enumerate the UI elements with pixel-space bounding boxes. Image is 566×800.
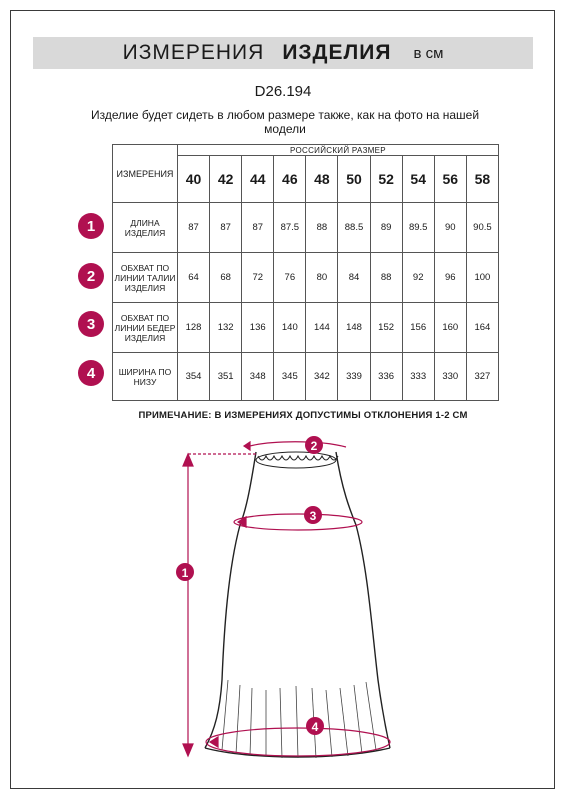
row-label: ОБХВАТ ПО ЛИНИИ ТАЛИИ ИЗДЕЛИЯ <box>113 253 178 303</box>
table-cell: 333 <box>402 353 434 401</box>
table-cell: 89 <box>370 203 402 253</box>
table-cell: 164 <box>466 303 498 353</box>
table-cell: 90.5 <box>466 203 498 253</box>
table-cell: 90 <box>434 203 466 253</box>
table-cell: 68 <box>210 253 242 303</box>
row-label: ШИРИНА ПО НИЗУ <box>113 353 178 401</box>
title-unit: в см <box>413 44 444 62</box>
waist-measure-line <box>244 442 346 450</box>
table-row <box>113 303 499 353</box>
length-measure-line <box>183 454 256 756</box>
marker-hem <box>306 717 324 735</box>
fit-note: Изделие будет сидеть в любом размере также, как на фото на нашей модели <box>90 108 480 136</box>
table-cell: 89.5 <box>402 203 434 253</box>
size-header: 52 <box>370 156 402 203</box>
table-cell: 92 <box>402 253 434 303</box>
table-cell: 87.5 <box>274 203 306 253</box>
hip-measure-line <box>234 514 362 530</box>
table-cell: 140 <box>274 303 306 353</box>
table-cell: 136 <box>242 303 274 353</box>
table-cell: 96 <box>434 253 466 303</box>
table-cell: 156 <box>402 303 434 353</box>
size-table <box>112 144 499 401</box>
table-cell: 327 <box>466 353 498 401</box>
table-cell: 336 <box>370 353 402 401</box>
table-cell: 132 <box>210 303 242 353</box>
measurement-badge-1: 1 <box>78 213 104 239</box>
table-cell: 330 <box>434 353 466 401</box>
size-header: 44 <box>242 156 274 203</box>
size-header: 58 <box>466 156 498 203</box>
table-cell: 342 <box>306 353 338 401</box>
table-cell: 87 <box>242 203 274 253</box>
table-cell: 88 <box>370 253 402 303</box>
table-cell: 354 <box>178 353 210 401</box>
table-cell: 100 <box>466 253 498 303</box>
table-group-label: РОССИЙСКИЙ РАЗМЕР <box>178 145 499 156</box>
size-header: 50 <box>338 156 370 203</box>
table-cell: 76 <box>274 253 306 303</box>
table-row <box>113 253 499 303</box>
table-cell: 80 <box>306 253 338 303</box>
size-header: 40 <box>178 156 210 203</box>
table-cell: 339 <box>338 353 370 401</box>
size-header: 56 <box>434 156 466 203</box>
skirt-outline <box>205 452 390 757</box>
skirt-waistband <box>256 452 338 468</box>
marker-label: 4 <box>311 720 319 734</box>
table-cell: 88 <box>306 203 338 253</box>
table-cell: 144 <box>306 303 338 353</box>
table-corner-label: ИЗМЕРЕНИЯ <box>113 145 178 203</box>
marker-label: 2 <box>310 439 318 453</box>
page-title-bar <box>33 37 533 69</box>
row-label: ДЛИНА ИЗДЕЛИЯ <box>113 203 178 253</box>
table-cell: 87 <box>178 203 210 253</box>
measurement-badge-3: 3 <box>78 311 104 337</box>
measurement-badge-4: 4 <box>78 360 104 386</box>
size-header: 48 <box>306 156 338 203</box>
article-number: D26.194 <box>254 83 312 100</box>
table-cell: 345 <box>274 353 306 401</box>
table-cell: 152 <box>370 303 402 353</box>
table-cell: 72 <box>242 253 274 303</box>
table-cell: 348 <box>242 353 274 401</box>
size-header: 46 <box>274 156 306 203</box>
table-cell: 148 <box>338 303 370 353</box>
skirt-diagram <box>0 430 566 770</box>
table-cell: 351 <box>210 353 242 401</box>
marker-length <box>176 563 194 581</box>
table-row <box>113 353 499 401</box>
table-cell: 160 <box>434 303 466 353</box>
table-cell: 87 <box>210 203 242 253</box>
size-header: 42 <box>210 156 242 203</box>
title-product: ИЗДЕЛИЯ <box>282 41 392 64</box>
table-cell: 84 <box>338 253 370 303</box>
table-row <box>113 203 499 253</box>
table-cell: 128 <box>178 303 210 353</box>
tolerance-note: ПРИМЕЧАНИЕ: В ИЗМЕРЕНИЯХ ДОПУСТИМЫ ОТКЛОНЕНИЯ 1-2 СМ <box>138 410 468 421</box>
table-cell: 88.5 <box>338 203 370 253</box>
title-measurements: ИЗМЕРЕНИЯ <box>122 41 265 64</box>
skirt-folds <box>222 680 376 758</box>
marker-label: 1 <box>181 566 189 580</box>
marker-hip <box>304 506 322 524</box>
measurement-badge-2: 2 <box>78 263 104 289</box>
marker-label: 3 <box>309 509 317 523</box>
row-label: ОБХВАТ ПО ЛИНИИ БЕДЕР ИЗДЕЛИЯ <box>113 303 178 353</box>
marker-waist <box>305 436 323 454</box>
size-header: 54 <box>402 156 434 203</box>
table-cell: 64 <box>178 253 210 303</box>
